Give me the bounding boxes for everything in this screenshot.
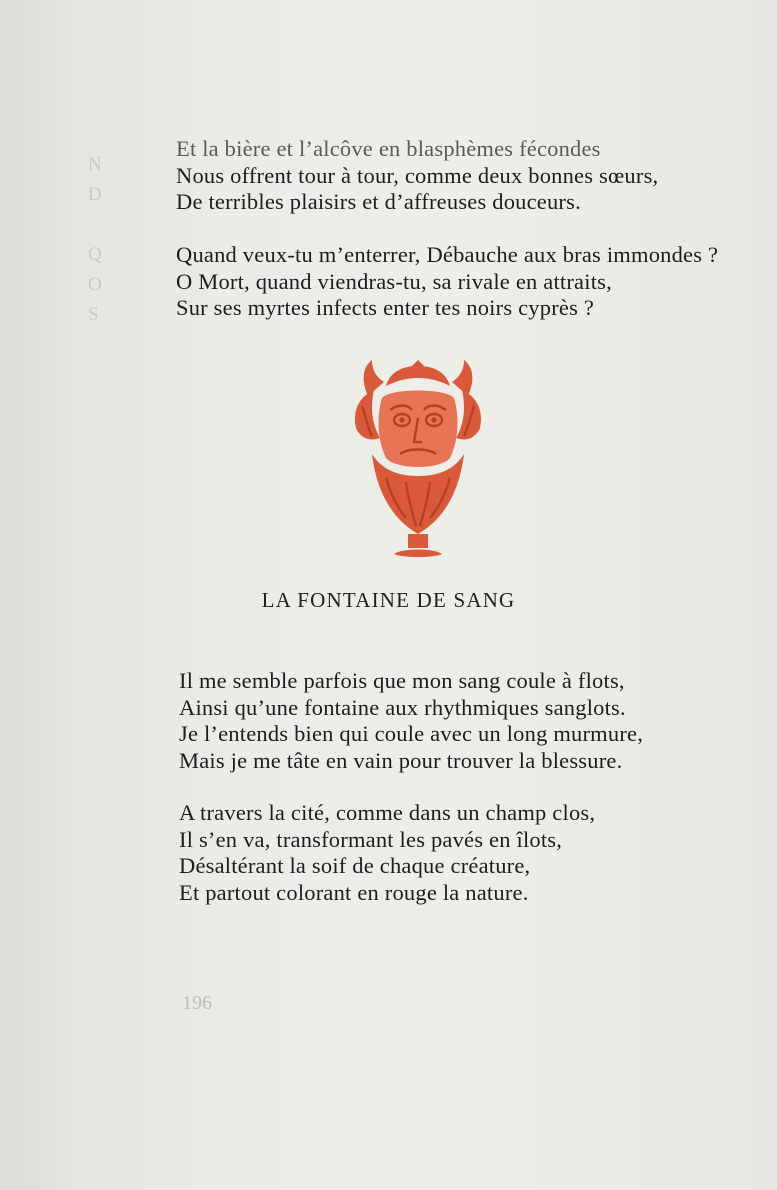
verse-line: Il s’en va, transformant les pavés en îlots, <box>179 826 563 852</box>
bearded-mask-icon <box>350 358 486 564</box>
poem-stanza-1 <box>179 668 643 774</box>
verse-line: De terribles plaisirs et d’affreuses douceurs. <box>176 189 581 214</box>
previous-poem-stanza-1 <box>176 136 658 216</box>
poem-stanza-2 <box>179 800 595 906</box>
show-through-text: N D Q O S <box>88 154 102 325</box>
verse-line: Ainsi qu’une fontaine aux rhythmiques sanglots. <box>179 694 626 720</box>
verse-line: Sur ses myrtes infects enter tes noirs cyprès ? <box>176 295 595 320</box>
verse-line: Nous offrent tour à tour, comme deux bonnes sœurs, <box>176 162 659 188</box>
verse-line: Quand veux-tu m’enterrer, Débauche aux bras immondes ? <box>176 242 719 267</box>
verse-line: Mais je me tâte en vain pour trouver la blessure. <box>179 747 623 773</box>
verse-line: A travers la cité, comme dans un champ clos, <box>179 800 596 825</box>
verse-line: Je l’entends bien qui coule avec un long murmure, <box>179 721 644 746</box>
verse-line: Il me semble parfois que mon sang coule à flots, <box>179 668 625 693</box>
verse-line: Désaltérant la soif de chaque créature, <box>179 853 531 878</box>
verse-line: O Mort, quand viendras-tu, sa rivale en attraits, <box>176 268 612 294</box>
previous-poem-stanza-2 <box>176 242 718 322</box>
poem-title: LA FONTAINE DE SANG <box>261 588 516 612</box>
page-number: 196 <box>182 992 212 1014</box>
verse-line: Et partout colorant en rouge la nature. <box>179 879 529 905</box>
verse-line: Et la bière et l’alcôve en blasphèmes fécondes <box>176 136 601 161</box>
